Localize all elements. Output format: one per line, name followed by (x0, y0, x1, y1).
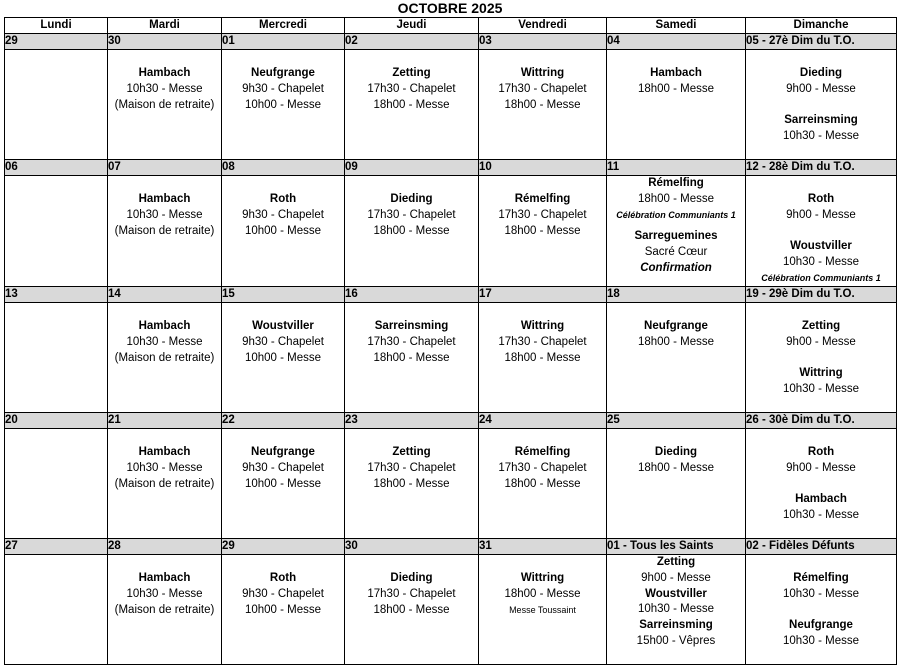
calendar-title: OCTOBRE 2025 (397, 0, 503, 16)
event-note: Célébration Communiants 1 (616, 209, 736, 220)
location: Zetting (656, 556, 696, 568)
date-number: 17 (479, 287, 607, 303)
event-time: 18h00 - Messe (373, 225, 450, 237)
day-cell (345, 429, 479, 539)
day-cell-empty (5, 303, 108, 413)
event-time: 18h00 - Messe (637, 336, 715, 348)
date-number: 14 (108, 287, 222, 303)
weekday-dimanche: Dimanche (746, 18, 897, 34)
date-number: 31 (479, 539, 607, 555)
location: Zetting (392, 446, 431, 458)
event-time: 9h30 - Chapelet (242, 209, 324, 221)
location: Wittring (520, 67, 565, 79)
week-3-date-row (5, 287, 897, 303)
date-number: 02 - Fidèles Défunts (746, 539, 897, 555)
event-time: 10h00 - Messe (244, 99, 322, 111)
day-cell (479, 555, 607, 665)
date-number: 12 - 28è Dim du T.O. (746, 160, 897, 176)
location: Hambach (138, 67, 191, 79)
event-time: 9h00 - Messe (786, 462, 856, 474)
day-cell (607, 176, 746, 287)
location: Dieding (390, 572, 433, 584)
date-number: 06 (5, 160, 108, 176)
day-cell (222, 50, 345, 160)
day-cell (479, 50, 607, 160)
event-note: Confirmation (640, 261, 712, 274)
location: Sarreinsming (374, 320, 449, 332)
day-cell (222, 303, 345, 413)
date-number: 01 (222, 34, 345, 50)
weekday-samedi: Samedi (607, 18, 746, 34)
event-time: 10h30 - Messe (126, 83, 203, 95)
event-note: Célébration Communiants 1 (761, 273, 881, 283)
location: Sarreinsming (784, 114, 858, 126)
date-number: 01 - Tous les Saints (607, 539, 746, 555)
event-time: 10h30 - Messe (782, 635, 860, 647)
day-cell (746, 50, 897, 160)
day-cell (479, 429, 607, 539)
calendar-grid (4, 17, 897, 665)
location: Hambach (650, 67, 702, 79)
event-note: (Maison de retraite) (114, 604, 215, 616)
event-time: 10h30 - Messe (782, 383, 860, 395)
event-time: 10h30 - Messe (782, 588, 860, 600)
event-time: 9h30 - Chapelet (242, 83, 324, 95)
event-time: 18h00 - Messe (373, 99, 450, 111)
week-4-events-row (5, 429, 897, 539)
location: Rémelfing (648, 177, 704, 189)
date-number: 15 (222, 287, 345, 303)
event-time: 10h30 - Messe (782, 130, 860, 142)
event-time: 10h30 - Messe (126, 462, 203, 474)
location: Sarreinsming (639, 619, 713, 632)
event-time: 18h00 - Messe (373, 604, 450, 616)
location: Woustviller (252, 320, 314, 332)
event-time: 17h30 - Chapelet (367, 83, 456, 95)
event-time: 10h30 - Messe (637, 603, 715, 616)
event-time: 10h30 - Messe (126, 588, 203, 600)
event-time: 9h00 - Messe (786, 336, 856, 348)
location: Neufgrange (251, 67, 315, 79)
week-5-events-row (5, 555, 897, 665)
event-time: 10h00 - Messe (244, 604, 322, 616)
date-number: 25 (607, 413, 746, 429)
day-cell (345, 50, 479, 160)
event-time: 17h30 - Chapelet (498, 336, 587, 348)
date-number: 20 (5, 413, 108, 429)
date-number: 29 (5, 34, 108, 50)
weekday-vendredi: Vendredi (479, 18, 607, 34)
location: Hambach (138, 446, 191, 458)
location: Wittring (799, 367, 843, 379)
week-3-events-row (5, 303, 897, 413)
date-number: 23 (345, 413, 479, 429)
event-time: 10h30 - Messe (126, 336, 203, 348)
weekday-jeudi: Jeudi (345, 18, 479, 34)
location: Neufgrange (789, 619, 853, 631)
location: Hambach (138, 193, 191, 205)
event-time: 9h00 - Messe (641, 571, 711, 584)
date-number: 10 (479, 160, 607, 176)
day-cell-empty (5, 429, 108, 539)
event-time: 17h30 - Chapelet (367, 209, 456, 221)
date-number: 21 (108, 413, 222, 429)
event-time: 17h30 - Chapelet (498, 209, 587, 221)
date-number: 11 (607, 160, 746, 176)
date-number: 03 (479, 34, 607, 50)
date-number: 30 (345, 539, 479, 555)
location: Rémelfing (514, 193, 571, 205)
event-time: 15h00 - Vêpres (636, 634, 716, 647)
day-cell (108, 176, 222, 287)
day-cell (479, 303, 607, 413)
day-cell (479, 176, 607, 287)
location: Roth (807, 193, 835, 205)
location: Hambach (138, 320, 191, 332)
location: Roth (269, 193, 297, 205)
event-time: 17h30 - Chapelet (367, 462, 456, 474)
event-time: 10h30 - Messe (126, 209, 203, 221)
day-cell (607, 50, 746, 160)
date-number: 08 (222, 160, 345, 176)
event-time: 18h00 - Messe (637, 462, 715, 474)
location: Rémelfing (514, 446, 571, 458)
event-time: 18h00 - Messe (504, 225, 581, 237)
location: Neufgrange (251, 446, 315, 458)
day-cell-empty (5, 176, 108, 287)
day-cell (607, 429, 746, 539)
day-cell (108, 50, 222, 160)
event-time: 18h00 - Messe (373, 478, 450, 490)
day-cell (222, 555, 345, 665)
day-cell (746, 303, 897, 413)
event-time: 9h30 - Chapelet (242, 336, 324, 348)
event-time: 17h30 - Chapelet (367, 336, 456, 348)
day-cell (746, 429, 897, 539)
date-number: 18 (607, 287, 746, 303)
event-time: 18h00 - Messe (373, 352, 450, 364)
date-number: 24 (479, 413, 607, 429)
event-note: (Maison de retraite) (114, 352, 215, 364)
weekday-header-row (5, 18, 897, 34)
event-time: 10h00 - Messe (244, 225, 322, 237)
event-time: 18h00 - Messe (504, 588, 581, 600)
location: Dieding (799, 67, 843, 79)
event-note: (Maison de retraite) (114, 225, 215, 237)
event-time: 9h00 - Messe (786, 209, 856, 221)
day-cell-empty (5, 555, 108, 665)
day-cell (345, 555, 479, 665)
event-note: (Maison de retraite) (114, 478, 215, 490)
event-time: 18h00 - Messe (637, 192, 715, 205)
day-cell (607, 555, 746, 665)
location: Roth (807, 446, 835, 458)
day-cell (746, 555, 897, 665)
event-time: 18h00 - Messe (504, 478, 581, 490)
date-number: 02 (345, 34, 479, 50)
event-time: 10h00 - Messe (244, 478, 322, 490)
day-cell (345, 303, 479, 413)
date-number: 07 (108, 160, 222, 176)
date-number: 19 - 29è Dim du T.O. (746, 287, 897, 303)
event-time: 17h30 - Chapelet (498, 462, 587, 474)
event-time: 10h00 - Messe (244, 352, 322, 364)
event-time: 10h30 - Messe (782, 509, 860, 521)
location: Rémelfing (793, 572, 849, 584)
day-cell (746, 176, 897, 287)
location: Wittring (520, 320, 565, 332)
event-time: 18h00 - Messe (637, 83, 715, 95)
date-number: 04 (607, 34, 746, 50)
date-number: 16 (345, 287, 479, 303)
week-5-date-row (5, 539, 897, 555)
week-2-date-row (5, 160, 897, 176)
location: Roth (269, 572, 297, 584)
day-cell (108, 303, 222, 413)
date-number: 28 (108, 539, 222, 555)
location: Sarreguemines (634, 230, 718, 243)
week-1-date-row (5, 34, 897, 50)
location: Hambach (138, 572, 191, 584)
weekday-lundi: Lundi (5, 18, 108, 34)
event-time: 18h00 - Messe (504, 99, 581, 111)
location: Woustviller (790, 240, 852, 252)
event-note: Messe Toussaint (509, 605, 576, 615)
location: Dieding (390, 193, 433, 205)
event-time: 9h30 - Chapelet (242, 588, 324, 600)
location: Zetting (801, 320, 841, 332)
event-time: 17h30 - Chapelet (367, 588, 456, 600)
day-cell (108, 429, 222, 539)
location: Wittring (520, 572, 565, 584)
date-number: 05 - 27è Dim du T.O. (746, 34, 897, 50)
week-4-date-row (5, 413, 897, 429)
event-time: 17h30 - Chapelet (498, 83, 587, 95)
week-1-events-row (5, 50, 897, 160)
location: Neufgrange (644, 320, 708, 332)
day-cell (108, 555, 222, 665)
day-cell (222, 176, 345, 287)
day-cell-empty (5, 50, 108, 160)
event-time: 10h30 - Messe (782, 256, 860, 268)
date-number: 29 (222, 539, 345, 555)
day-cell (222, 429, 345, 539)
date-number: 30 (108, 34, 222, 50)
event-time: 9h30 - Chapelet (242, 462, 324, 474)
event-time: 9h00 - Messe (786, 83, 856, 95)
location: Dieding (654, 446, 698, 458)
event-time: 18h00 - Messe (504, 352, 581, 364)
date-number: 26 - 30è Dim du T.O. (746, 413, 897, 429)
week-2-events-row (5, 176, 897, 287)
date-number: 09 (345, 160, 479, 176)
date-number: 27 (5, 539, 108, 555)
date-number: 22 (222, 413, 345, 429)
day-cell (607, 303, 746, 413)
date-number: 13 (5, 287, 108, 303)
location: Woustviller (645, 587, 707, 600)
location: Hambach (795, 493, 847, 505)
event-place: Sacré Cœur (644, 246, 708, 259)
event-note: (Maison de retraite) (114, 99, 215, 111)
location: Zetting (392, 67, 431, 79)
day-cell (345, 176, 479, 287)
weekday-mercredi: Mercredi (222, 18, 345, 34)
weekday-mardi: Mardi (108, 18, 222, 34)
